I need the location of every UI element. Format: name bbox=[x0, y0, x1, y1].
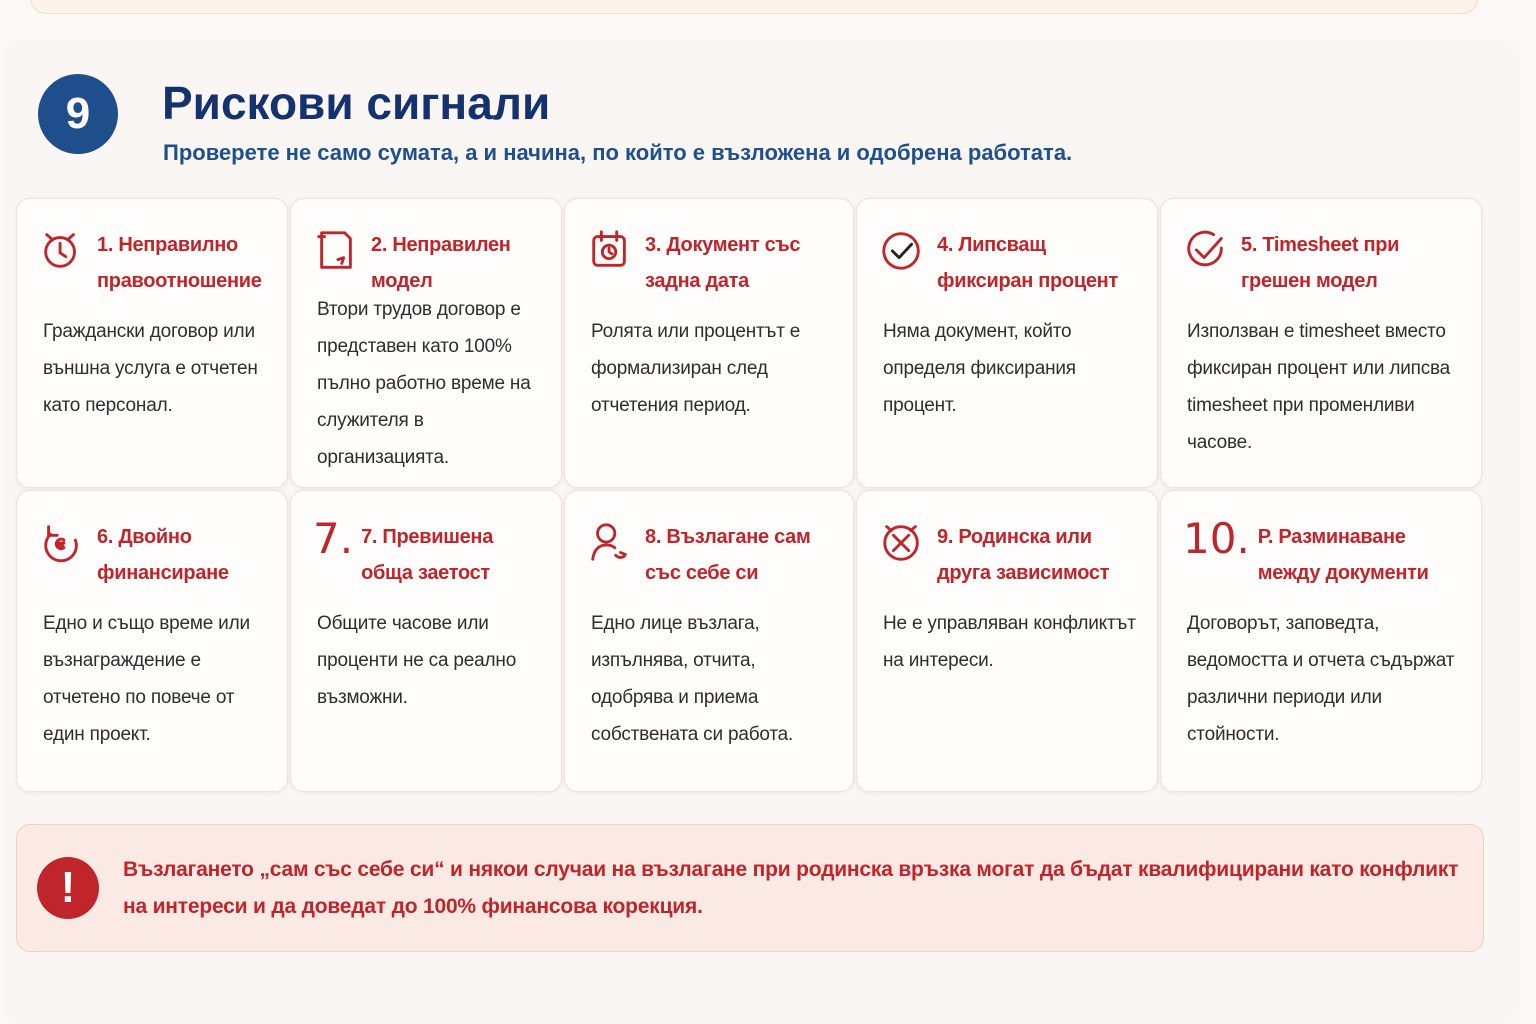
risk-card-2 bbox=[290, 198, 562, 488]
calendar-clock-icon bbox=[587, 227, 635, 275]
risk-card-1 bbox=[16, 198, 288, 488]
risk-cards-grid bbox=[16, 198, 1482, 792]
page-subtitle: Проверете не само сумата, а и начина, по който е възложена и одобрена работата. bbox=[163, 140, 1073, 165]
risk-card-title: 5. Timesheet при грешен модел bbox=[1241, 234, 1400, 292]
risk-card-title: Р. Разминаване между документи bbox=[1257, 526, 1429, 584]
risk-card-7 bbox=[290, 490, 562, 792]
risk-card-text: Използван е timesheet вместо фиксиран процент или липсва timesheet при променливи часове. bbox=[1187, 321, 1451, 453]
risk-card-title: 3. Документ със задна дата bbox=[645, 234, 801, 292]
risk-card-title: 8. Възлагане сам със себе си bbox=[645, 526, 811, 584]
risk-card-text: Няма документ, който определя фиксирания процент. bbox=[883, 321, 1076, 416]
previous-section-edge bbox=[30, 0, 1478, 14]
number-seven-icon: 7. bbox=[313, 514, 354, 563]
risk-card-title: 6. Двойно финансиране bbox=[97, 526, 229, 584]
risk-card-title: 2. Неправилен модел bbox=[371, 234, 511, 292]
document-corner-icon bbox=[313, 227, 361, 275]
risk-card-text: Ролята или процентът е формализиран след отчетения период. bbox=[591, 321, 801, 416]
risk-card-text: Втори трудов договор е представен като 100% пълно работно време на служителя в организацията. bbox=[317, 299, 531, 468]
warning-text: Възлагането „сам със себе си“ и някои случаи на възлагане при родинска връзка могат да бъдат квалифицирани като конфликт на интереси и да доведат до 100% финансова корекция. bbox=[123, 858, 1459, 918]
page-title: Рискови сигнали bbox=[162, 77, 551, 129]
risk-card-title: 7. Превишена обща заетост bbox=[361, 526, 494, 584]
risk-card-4 bbox=[856, 198, 1158, 488]
risk-card-text: Общите часове или проценти не са реално възможни. bbox=[317, 613, 517, 708]
risk-card-title: 1. Неправилно правоотношение bbox=[97, 234, 262, 292]
risk-card-9 bbox=[856, 490, 1158, 792]
number-ten-icon: 10. bbox=[1183, 514, 1250, 563]
risk-card-3 bbox=[564, 198, 854, 488]
risk-card-text: Едно лице възлага, изпълнява, отчита, одобрява и приема собствената си работа. bbox=[591, 613, 794, 745]
risk-card-6 bbox=[16, 490, 288, 792]
risk-card-8 bbox=[564, 490, 854, 792]
exclamation-icon: ! bbox=[37, 857, 99, 919]
risk-card-text: Не е управляван конфликтът на интереси. bbox=[883, 613, 1136, 671]
check-badge-icon bbox=[1183, 227, 1231, 275]
user-loop-icon bbox=[587, 519, 635, 567]
risk-card-title: 9. Родинска или друга зависимост bbox=[937, 526, 1110, 584]
section-number-badge: 9 bbox=[38, 74, 118, 154]
risk-card-5 bbox=[1160, 198, 1482, 488]
risk-card-text: Граждански договор или външна услуга е отчетен като персонал. bbox=[43, 321, 258, 416]
x-circle-icon bbox=[879, 519, 927, 567]
risk-card-text: Договорът, заповедта, ведомостта и отчета съдържат различни периоди или стойности. bbox=[1187, 613, 1455, 745]
conflict-warning-banner bbox=[16, 824, 1484, 952]
check-circle-icon bbox=[879, 227, 927, 275]
risk-card-10 bbox=[1160, 490, 1482, 792]
risk-card-title: 4. Липсващ фиксиран процент bbox=[937, 234, 1118, 292]
clock-alert-icon bbox=[39, 227, 87, 275]
risk-card-text: Едно и също време или възнаграждение е отчетено по повече от един проект. bbox=[43, 613, 250, 745]
refresh-euro-icon bbox=[39, 519, 87, 567]
